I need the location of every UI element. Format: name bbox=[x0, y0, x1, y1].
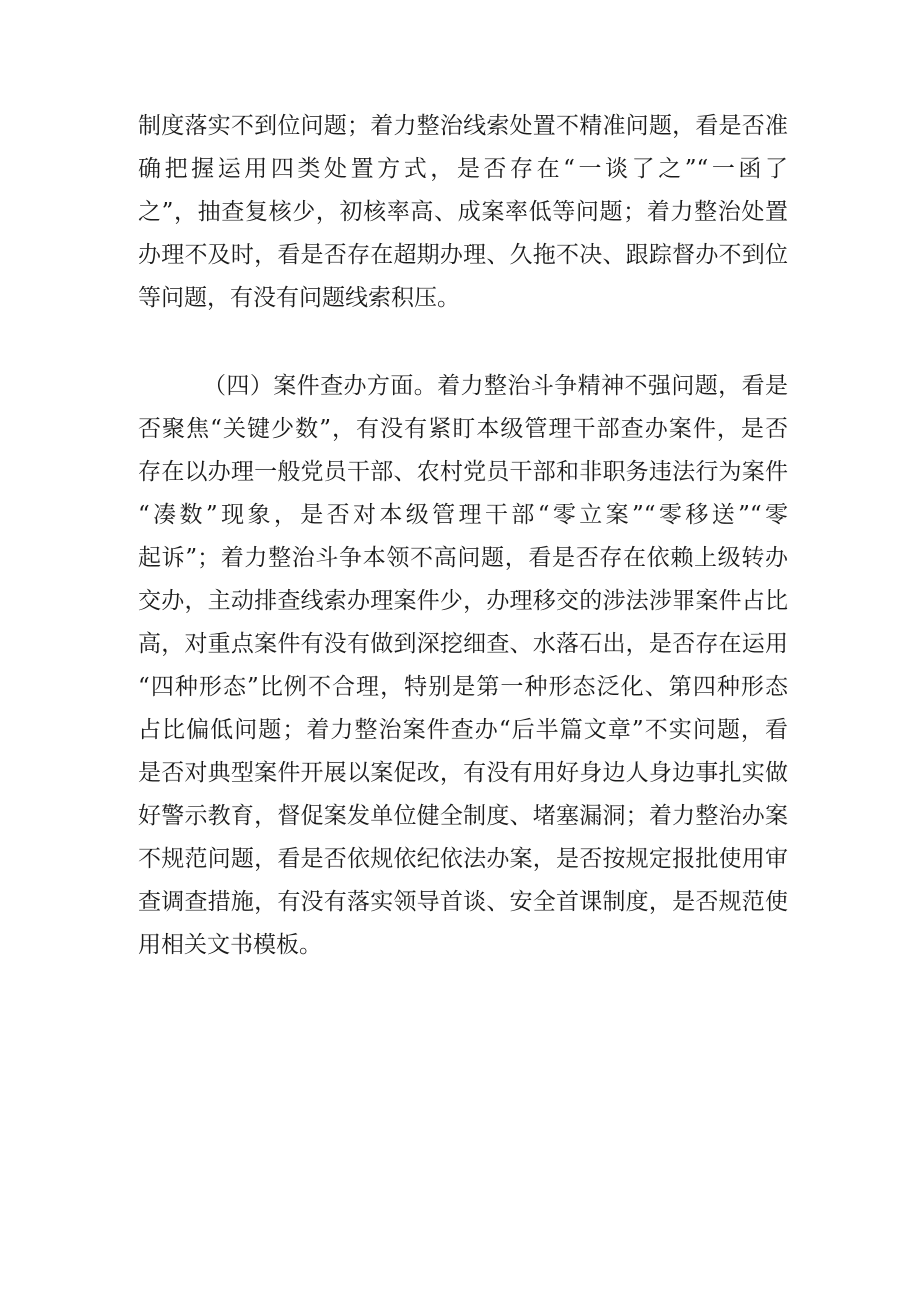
text-line: 制度落实不到位问题；着力整治线索处置不精准问题，看是否准 bbox=[138, 113, 788, 139]
text-line: “凑数”现象，是否对本级管理干部“零立案”“零移送”“零 bbox=[138, 502, 788, 528]
text-line: 用相关文书模板。 bbox=[138, 932, 322, 958]
paragraph-case-investigation bbox=[138, 365, 788, 967]
text-line: “四种形态”比例不合理，特别是第一种形态泛化、第四种形态 bbox=[138, 674, 788, 700]
paragraph-clue-handling bbox=[138, 105, 788, 320]
text-line: 交办，主动排查线索办理案件少，办理移交的涉法涉罪案件占比 bbox=[138, 588, 788, 614]
text-line: 存在以办理一般党员干部、农村党员干部和非职务违法行为案件 bbox=[138, 459, 788, 485]
text-line: 好警示教育，督促案发单位健全制度、堵塞漏洞；着力整治办案 bbox=[138, 803, 788, 829]
text-line: 办理不及时，看是否存在超期办理、久拖不决、跟踪督办不到位 bbox=[138, 242, 788, 268]
text-line: 高，对重点案件有没有做到深挖细查、水落石出，是否存在运用 bbox=[138, 631, 788, 657]
text-line: 之”，抽查复核少，初核率高、成案率低等问题；着力整治处置 bbox=[138, 199, 788, 225]
text-line: 等问题，有没有问题线索积压。 bbox=[138, 285, 460, 311]
text-line: 起诉”；着力整治斗争本领不高问题，看是否存在依赖上级转办 bbox=[138, 545, 788, 571]
text-line: 占比偏低问题；着力整治案件查办“后半篇文章”不实问题，看 bbox=[138, 717, 788, 743]
text-line: 确把握运用四类处置方式，是否存在“一谈了之”“一函了 bbox=[138, 156, 788, 182]
text-line: 是否对典型案件开展以案促改，有没有用好身边人身边事扎实做 bbox=[138, 760, 788, 786]
text-line: 不规范问题，看是否依规依纪依法办案，是否按规定报批使用审 bbox=[138, 846, 788, 872]
text-line: （四）案件查办方面。着力整治斗争精神不强问题，看是 bbox=[203, 373, 788, 399]
text-line: 否聚焦“关键少数”，有没有紧盯本级管理干部查办案件，是否 bbox=[138, 416, 788, 442]
text-line: 查调查措施，有没有落实领导首谈、安全首课制度，是否规范使 bbox=[138, 889, 788, 915]
